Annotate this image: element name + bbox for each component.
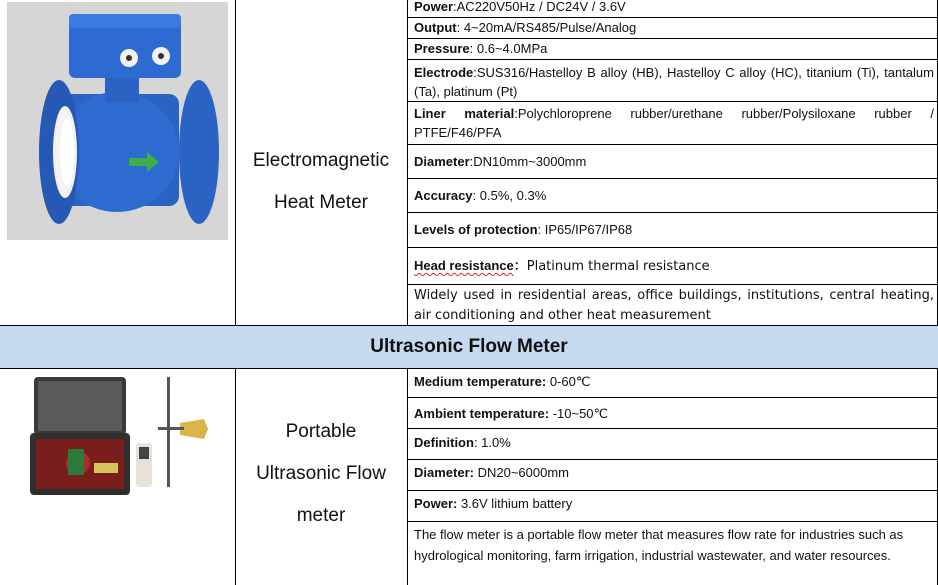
ultrasonic-flow-meter-banner: Ultrasonic Flow Meter xyxy=(0,326,938,368)
spec-medium-temperature: Medium temperature: 0-60℃ xyxy=(414,374,591,389)
portable-flow-meter-photo xyxy=(28,373,224,499)
spec-power: Power:AC220V50Hz / DC24V / 3.6V xyxy=(414,0,626,14)
spec-output: Output: 4~20mA/RS485/Pulse/Analog xyxy=(414,20,637,35)
heat-meter-name-line2: Heat Meter xyxy=(274,192,368,213)
spec-pressure: Pressure: 0.6~4.0MPa xyxy=(414,41,548,56)
portable-flow-meter-image xyxy=(28,373,224,499)
portable-flow-meter-name-line3: meter xyxy=(296,505,346,526)
spec-protection-level: Levels of protection: IP65/IP67/IP68 xyxy=(414,222,633,237)
portable-flow-meter-name-line1: Portable xyxy=(285,421,357,442)
ultrasonic-section xyxy=(0,369,938,585)
electromagnetic-meter-photo xyxy=(7,2,228,240)
spec-electrode: Electrode:SUS316/Hastelloy B alloy (HB), Hastelloy C alloy (HC), titanium (Ti), tantalum (Ta), platinum (Pt) xyxy=(414,65,934,99)
portable-flow-meter-name-line2: Ultrasonic Flow xyxy=(256,463,386,484)
heat-meter-name-line1: Electromagnetic xyxy=(252,150,390,171)
spec-ambient-temperature: Ambient temperature: -10~50℃ xyxy=(414,406,609,421)
electromagnetic-meter-image xyxy=(7,2,228,240)
portable-flow-meter-description: The flow meter is a portable flow meter that measures flow rate for industries such as hydrological monitoring, farm irrigation, industrial wastewater, and water resources. xyxy=(414,527,904,563)
spec-diameter: Diameter:DN10mm~3000mm xyxy=(414,154,587,169)
spec-definition: Definition: 1.0% xyxy=(414,435,511,450)
spec-power-2: Power: 3.6V lithium battery xyxy=(414,496,573,511)
heat-meter-name xyxy=(236,140,406,224)
spec-accuracy: Accuracy: 0.5%, 0.3% xyxy=(414,188,547,203)
heat-meter-description: Widely used in residential areas, office buildings, institutions, central heating, air conditioning and other heat measurement xyxy=(414,288,934,323)
spec-diameter-2: Diameter: DN20~6000mm xyxy=(414,465,569,480)
spec-liner-material: Liner material:Polychloroprene rubber/urethane rubber/Polysiloxane rubber / PTFE/F46/PFA xyxy=(414,106,934,140)
portable-flow-meter-name xyxy=(236,411,406,537)
spec-head-resistance: Head resistance：Platinum thermal resistance xyxy=(414,258,710,274)
